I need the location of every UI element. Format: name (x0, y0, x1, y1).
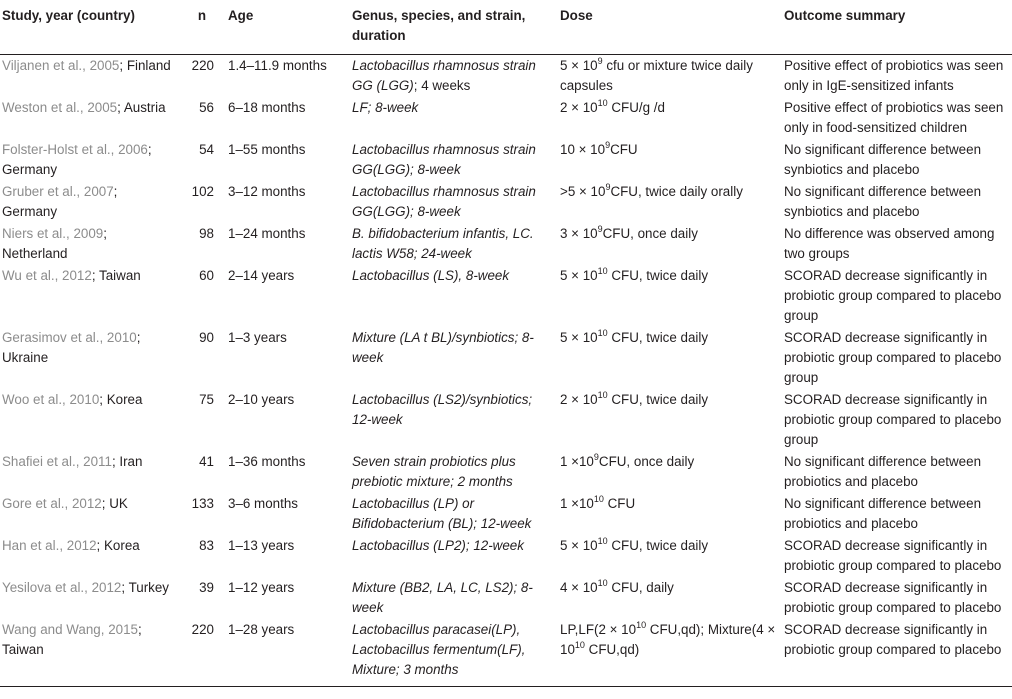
species-cell (350, 139, 558, 181)
outcome-cell: No significant difference between probiotics and placebo (784, 496, 982, 531)
table-row (0, 223, 1012, 265)
dose-text: >5 × 10 (560, 184, 606, 199)
header-dose: Dose (558, 0, 782, 55)
dose-exponent: 10 (597, 98, 608, 108)
species-text: Lactobacillus rhamnosus strain GG(LGG); 8-week (352, 184, 536, 219)
dose-text: 10 × 10 (560, 142, 606, 157)
study-country: ; Germany (2, 142, 152, 177)
dose-text: CFU, twice daily (607, 392, 709, 407)
dose-text: CFU, twice daily orally (610, 184, 743, 199)
outcome-cell: No significant difference between synbiotics and placebo (784, 184, 982, 219)
dose-text: CFU (610, 142, 638, 157)
table-row (0, 535, 1012, 577)
species-cell (350, 223, 558, 265)
species-text: Mixture (BB2, LA, LC, LS2); 8-week (352, 580, 533, 615)
header-n: n (182, 0, 226, 55)
table-row (0, 265, 1012, 327)
dose-text: CFU, daily (607, 580, 674, 595)
study-name: Yesilova et al., 2012 (2, 580, 122, 595)
age-cell: 3–6 months (228, 496, 298, 511)
table-row (0, 389, 1012, 451)
outcome-cell: SCORAD decrease significantly in probiotic group compared to placebo (784, 580, 1002, 615)
dose-exponent: 10 (597, 578, 608, 588)
dose-text: CFU, twice daily (607, 268, 709, 283)
study-cell (0, 493, 182, 535)
table-row (0, 577, 1012, 619)
table-row (0, 451, 1012, 493)
dose-text: 5 × 10 (560, 268, 598, 283)
n-cell: 98 (199, 226, 214, 241)
dose-text: CFU, once daily (602, 226, 698, 241)
table-row (0, 181, 1012, 223)
study-cell (0, 389, 182, 451)
outcome-cell: SCORAD decrease significantly in probiotic group compared to placebo (784, 538, 1002, 573)
outcome-cell: No significant difference between probiotics and placebo (784, 454, 982, 489)
study-country: ; Ukraine (2, 330, 141, 365)
species-text: Lactobacillus paracasei(LP), Lactobacillus fermentum(LF), Mixture; 3 months (352, 622, 526, 677)
dose-exponent: 10 (593, 494, 604, 504)
header-study: Study, year (country) (0, 0, 182, 55)
study-name: Gore et al., 2012 (2, 496, 102, 511)
outcome-cell: Positive effect of probiotics was seen only in food-sensitized children (784, 100, 1004, 135)
study-country: ; Iran (111, 454, 143, 469)
outcome-cell: SCORAD decrease significantly in probiotic group compared to placebo group (784, 392, 1002, 447)
study-cell (0, 265, 182, 327)
dose-exponent: 9 (593, 452, 599, 462)
age-cell: 1–36 months (228, 454, 306, 469)
age-cell: 3–12 months (228, 184, 306, 199)
header-genus: Genus, species, and strain, duration (350, 0, 558, 55)
study-country: ; Finland (119, 58, 171, 73)
table-row (0, 327, 1012, 389)
dose-exponent: 10 (574, 640, 585, 650)
study-name: Gruber et al., 2007 (2, 184, 114, 199)
study-name: Han et al., 2012 (2, 538, 97, 553)
study-cell (0, 619, 182, 687)
species-text: Lactobacillus (LP2); 12-week (352, 538, 524, 553)
dose-cell (558, 619, 782, 687)
n-cell: 75 (199, 392, 214, 407)
age-cell: 1–55 months (228, 142, 306, 157)
dose-cell (558, 223, 782, 265)
n-cell: 102 (191, 184, 214, 199)
dose-exponent: 9 (597, 56, 603, 66)
dose-cell (558, 181, 782, 223)
dose-text: cfu or mixture twice daily capsules (560, 58, 753, 93)
study-cell (0, 451, 182, 493)
dose-exponent: 10 (597, 266, 608, 276)
study-name: Gerasimov et al., 2010 (2, 330, 137, 345)
study-name: Wang and Wang, 2015 (2, 622, 138, 637)
study-cell (0, 139, 182, 181)
table-row (0, 55, 1012, 98)
header-age: Age (226, 0, 350, 55)
dose-text: CFU (603, 496, 636, 511)
outcome-cell: Positive effect of probiotics was seen only in IgE-sensitized infants (784, 58, 1004, 93)
outcome-cell: SCORAD decrease significantly in probiotic group compared to placebo (782, 619, 1012, 687)
species-cell (350, 493, 558, 535)
study-cell (0, 535, 182, 577)
age-cell: 1–3 years (228, 330, 287, 345)
age-cell: 2–10 years (228, 392, 295, 407)
dose-text: 5 × 10 (560, 330, 598, 345)
dose-cell (558, 97, 782, 139)
dose-text: 3 × 10 (560, 226, 598, 241)
dose-text: 2 × 10 (560, 100, 598, 115)
age-cell: 2–14 years (228, 268, 295, 283)
study-cell (0, 327, 182, 389)
study-country: ; Taiwan (91, 268, 141, 283)
table-body (0, 55, 1012, 687)
dose-text: CFU,qd); Mixture(4 × 10 (560, 622, 776, 657)
dose-text: LP,LF(2 × 10 (560, 622, 637, 637)
n-cell: 220 (191, 58, 214, 73)
table-header (0, 0, 1012, 55)
study-cell (0, 97, 182, 139)
table-row (0, 97, 1012, 139)
study-name: Folster-Holst et al., 2006 (2, 142, 148, 157)
dose-exponent: 10 (597, 536, 608, 546)
species-text: Seven strain probiotics plus prebiotic mixture; 2 months (352, 454, 516, 489)
outcome-cell: SCORAD decrease significantly in probiotic group compared to placebo group (784, 330, 1002, 385)
study-country: ; Turkey (121, 580, 170, 595)
study-country: ; Germany (2, 184, 118, 219)
dose-exponent: 9 (597, 224, 603, 234)
dose-cell (558, 451, 782, 493)
table-row (0, 619, 1012, 687)
species-cell (350, 265, 558, 327)
n-cell: 220 (182, 619, 226, 687)
species-cell (350, 535, 558, 577)
age-cell: 1–24 months (228, 226, 306, 241)
study-country: ; Netherland (2, 226, 107, 261)
n-cell: 60 (199, 268, 214, 283)
n-cell: 90 (199, 330, 214, 345)
study-name: Wu et al., 2012 (2, 268, 92, 283)
dose-text: 5 × 10 (560, 538, 598, 553)
n-cell: 56 (199, 100, 214, 115)
age-cell: 1–13 years (228, 538, 295, 553)
dose-exponent: 10 (597, 328, 608, 338)
age-cell: 6–18 months (228, 100, 306, 115)
study-country: ; Korea (96, 538, 140, 553)
study-cell (0, 181, 182, 223)
study-name: Niers et al., 2009 (2, 226, 104, 241)
study-cell (0, 223, 182, 265)
dose-text: 2 × 10 (560, 392, 598, 407)
study-country: ; Austria (117, 100, 166, 115)
study-cell (0, 55, 182, 98)
table-row (0, 493, 1012, 535)
age-cell: 1.4–11.9 months (228, 58, 327, 73)
species-text: LF; 8-week (352, 100, 419, 115)
dose-text: CFU/g /d (607, 100, 665, 115)
outcome-cell: No difference was observed among two groups (784, 226, 995, 261)
species-cell (350, 181, 558, 223)
header-row (0, 0, 1012, 55)
dose-cell (558, 389, 782, 451)
dose-text: 1 ×10 (560, 496, 594, 511)
species-cell (350, 97, 558, 139)
species-text: Lactobacillus rhamnosus strain GG(LGG); 8-week (352, 142, 536, 177)
dose-cell (558, 535, 782, 577)
outcome-cell: No significant difference between synbiotics and placebo (784, 142, 982, 177)
table-row (0, 139, 1012, 181)
species-text: Lactobacillus rhamnosus strain GG (LGG) (352, 58, 536, 93)
species-cell (350, 619, 558, 687)
study-name: Weston et al., 2005 (2, 100, 118, 115)
dose-text: 4 × 10 (560, 580, 598, 595)
n-cell: 54 (199, 142, 214, 157)
study-country: ; Taiwan (2, 622, 142, 657)
dose-exponent: 9 (605, 140, 611, 150)
species-cell (350, 55, 558, 98)
species-cell (350, 327, 558, 389)
study-country: ; UK (101, 496, 128, 511)
species-text: Lactobacillus (LP) or Bifidobacterium (BL); 12-week (352, 496, 532, 531)
dose-text: CFU,qd) (584, 642, 640, 657)
species-text: Lactobacillus (LS2)/synbiotics; 12-week (352, 392, 533, 427)
species-text: B. bifidobacterium infantis, LC. lactis W58; 24-week (352, 226, 534, 261)
species-text: Mixture (LA t BL)/synbiotics; 8-week (352, 330, 534, 365)
dose-cell (558, 265, 782, 327)
dose-cell (558, 577, 782, 619)
dose-exponent: 10 (597, 390, 608, 400)
species-duration: ; 4 weeks (413, 78, 471, 93)
species-text: Lactobacillus (LS), 8-week (352, 268, 510, 283)
species-cell (350, 389, 558, 451)
study-name: Shafiei et al., 2011 (2, 454, 112, 469)
dose-text: 5 × 10 (560, 58, 598, 73)
dose-cell (558, 327, 782, 389)
dose-exponent: 10 (636, 620, 647, 630)
outcome-cell: SCORAD decrease significantly in probiotic group compared to placebo group (784, 268, 1002, 323)
dose-text: 1 ×10 (560, 454, 594, 469)
dose-cell (558, 493, 782, 535)
dose-text: CFU, twice daily (607, 538, 709, 553)
n-cell: 83 (199, 538, 214, 553)
dose-cell (558, 139, 782, 181)
n-cell: 41 (199, 454, 214, 469)
study-name: Woo et al., 2010 (2, 392, 100, 407)
dose-text: CFU, twice daily (607, 330, 709, 345)
dose-text: CFU, once daily (598, 454, 695, 469)
n-cell: 39 (199, 580, 214, 595)
species-cell (350, 451, 558, 493)
study-cell (0, 577, 182, 619)
age-cell: 1–28 years (226, 619, 350, 687)
study-country: ; Korea (99, 392, 143, 407)
dose-cell (558, 55, 782, 98)
study-name: Viljanen et al., 2005 (2, 58, 120, 73)
age-cell: 1–12 years (228, 580, 295, 595)
dose-exponent: 9 (605, 182, 611, 192)
species-cell (350, 577, 558, 619)
n-cell: 133 (191, 496, 214, 511)
header-outcome: Outcome summary (782, 0, 1012, 55)
